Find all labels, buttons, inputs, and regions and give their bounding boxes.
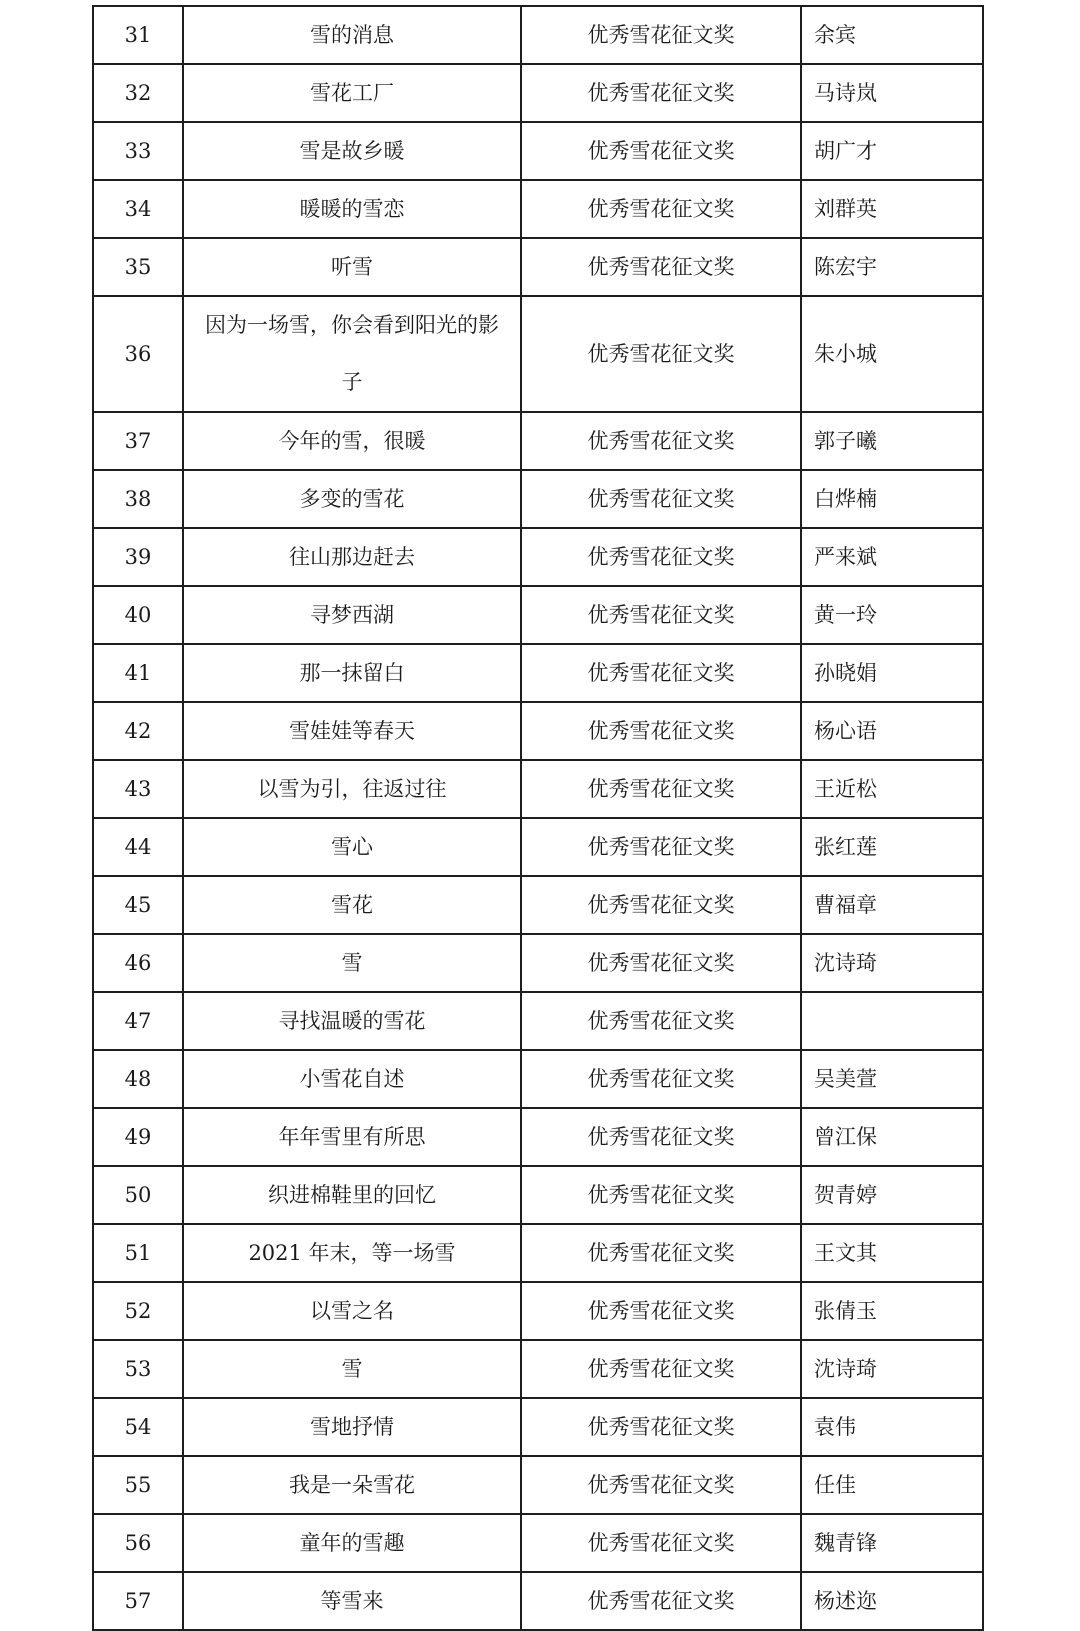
author-name-cell: 袁伟 (801, 1398, 983, 1456)
author-name-cell: 黄一玲 (801, 586, 983, 644)
entry-title-cell: 雪 (183, 1340, 521, 1398)
entry-number-cell: 33 (93, 122, 183, 180)
table-row (93, 760, 983, 818)
author-name-cell: 杨心语 (801, 702, 983, 760)
table-row (93, 528, 983, 586)
entry-number-cell: 34 (93, 180, 183, 238)
award-name-cell: 优秀雪花征文奖 (521, 528, 801, 586)
award-name-cell: 优秀雪花征文奖 (521, 992, 801, 1050)
award-name-cell: 优秀雪花征文奖 (521, 702, 801, 760)
entry-title-cell: 雪心 (183, 818, 521, 876)
entry-number-cell: 48 (93, 1050, 183, 1108)
author-name-cell: 王近松 (801, 760, 983, 818)
award-name-cell: 优秀雪花征文奖 (521, 470, 801, 528)
entry-title-cell: 织进棉鞋里的回忆 (183, 1166, 521, 1224)
award-name-cell: 优秀雪花征文奖 (521, 1398, 801, 1456)
award-name-cell: 优秀雪花征文奖 (521, 1340, 801, 1398)
entry-title-cell: 童年的雪趣 (183, 1514, 521, 1572)
entry-number-cell: 55 (93, 1456, 183, 1514)
entry-number-cell: 50 (93, 1166, 183, 1224)
author-name-cell: 张红莲 (801, 818, 983, 876)
table-row (93, 1514, 983, 1572)
award-name-cell: 优秀雪花征文奖 (521, 1050, 801, 1108)
entry-number-cell: 52 (93, 1282, 183, 1340)
award-name-cell: 优秀雪花征文奖 (521, 1166, 801, 1224)
award-name-cell: 优秀雪花征文奖 (521, 1514, 801, 1572)
award-list-table (92, 5, 984, 1631)
entry-number-cell: 57 (93, 1572, 183, 1630)
table-row (93, 1282, 983, 1340)
table-row (93, 876, 983, 934)
entry-title-cell: 我是一朵雪花 (183, 1456, 521, 1514)
entry-title-cell: 寻找温暖的雪花 (183, 992, 521, 1050)
author-name-cell: 吴美萱 (801, 1050, 983, 1108)
entry-number-cell: 40 (93, 586, 183, 644)
author-name-cell: 曹福章 (801, 876, 983, 934)
table-row (93, 412, 983, 470)
table-row (93, 1050, 983, 1108)
entry-number-cell: 39 (93, 528, 183, 586)
author-name-cell: 杨述迩 (801, 1572, 983, 1630)
author-name-cell: 王文其 (801, 1224, 983, 1282)
author-name-cell: 贺青婷 (801, 1166, 983, 1224)
entry-title-cell: 那一抹留白 (183, 644, 521, 702)
author-name-cell: 白烨楠 (801, 470, 983, 528)
author-name-cell: 沈诗琦 (801, 934, 983, 992)
entry-number-cell: 56 (93, 1514, 183, 1572)
entry-number-cell: 46 (93, 934, 183, 992)
entry-title-cell: 2021 年末，等一场雪 (183, 1224, 521, 1282)
table-row (93, 586, 983, 644)
entry-number-cell: 32 (93, 64, 183, 122)
entry-number-cell: 38 (93, 470, 183, 528)
entry-title-cell: 雪娃娃等春天 (183, 702, 521, 760)
table-row (93, 64, 983, 122)
entry-title-cell: 雪 (183, 934, 521, 992)
entry-title-cell: 雪花工厂 (183, 64, 521, 122)
entry-title-cell: 雪地抒情 (183, 1398, 521, 1456)
entry-title-cell: 等雪来 (183, 1572, 521, 1630)
entry-title-cell: 多变的雪花 (183, 470, 521, 528)
award-name-cell: 优秀雪花征文奖 (521, 1224, 801, 1282)
entry-number-cell: 51 (93, 1224, 183, 1282)
table-row (93, 296, 983, 412)
entry-title-cell: 雪的消息 (183, 6, 521, 64)
award-name-cell: 优秀雪花征文奖 (521, 180, 801, 238)
entry-number-cell: 37 (93, 412, 183, 470)
award-name-cell: 优秀雪花征文奖 (521, 296, 801, 412)
entry-number-cell: 41 (93, 644, 183, 702)
entry-title-cell: 以雪为引，往返过往 (183, 760, 521, 818)
award-list-body (93, 6, 983, 1630)
award-name-cell: 优秀雪花征文奖 (521, 64, 801, 122)
author-name-cell: 魏青锋 (801, 1514, 983, 1572)
entry-title-cell: 寻梦西湖 (183, 586, 521, 644)
entry-number-cell: 42 (93, 702, 183, 760)
author-name-cell: 任佳 (801, 1456, 983, 1514)
entry-title-cell: 小雪花自述 (183, 1050, 521, 1108)
table-row (93, 238, 983, 296)
entry-number-cell: 45 (93, 876, 183, 934)
table-row (93, 644, 983, 702)
award-name-cell: 优秀雪花征文奖 (521, 586, 801, 644)
author-name-cell (801, 992, 983, 1050)
award-name-cell: 优秀雪花征文奖 (521, 644, 801, 702)
award-name-cell: 优秀雪花征文奖 (521, 1282, 801, 1340)
author-name-cell: 刘群英 (801, 180, 983, 238)
award-name-cell: 优秀雪花征文奖 (521, 1572, 801, 1630)
award-name-cell: 优秀雪花征文奖 (521, 6, 801, 64)
entry-title-cell: 雪是故乡暖 (183, 122, 521, 180)
table-row (93, 992, 983, 1050)
author-name-cell: 曾江保 (801, 1108, 983, 1166)
entry-number-cell: 43 (93, 760, 183, 818)
award-name-cell: 优秀雪花征文奖 (521, 934, 801, 992)
table-row (93, 122, 983, 180)
entry-number-cell: 35 (93, 238, 183, 296)
award-name-cell: 优秀雪花征文奖 (521, 1108, 801, 1166)
entry-number-cell: 36 (93, 296, 183, 412)
entry-title-cell: 今年的雪，很暖 (183, 412, 521, 470)
author-name-cell: 马诗岚 (801, 64, 983, 122)
table-row (93, 1224, 983, 1282)
table-row (93, 1166, 983, 1224)
entry-title-cell: 因为一场雪，你会看到阳光的影子 (183, 296, 521, 412)
award-name-cell: 优秀雪花征文奖 (521, 760, 801, 818)
entry-title-cell: 年年雪里有所思 (183, 1108, 521, 1166)
author-name-cell: 郭子曦 (801, 412, 983, 470)
table-row (93, 180, 983, 238)
entry-title-cell: 雪花 (183, 876, 521, 934)
table-row (93, 1108, 983, 1166)
entry-number-cell: 47 (93, 992, 183, 1050)
table-row (93, 1572, 983, 1630)
award-name-cell: 优秀雪花征文奖 (521, 1456, 801, 1514)
award-name-cell: 优秀雪花征文奖 (521, 122, 801, 180)
table-row (93, 470, 983, 528)
entry-number-cell: 31 (93, 6, 183, 64)
entry-number-cell: 53 (93, 1340, 183, 1398)
entry-title-cell: 以雪之名 (183, 1282, 521, 1340)
award-name-cell: 优秀雪花征文奖 (521, 412, 801, 470)
award-name-cell: 优秀雪花征文奖 (521, 238, 801, 296)
table-row (93, 1456, 983, 1514)
award-name-cell: 优秀雪花征文奖 (521, 876, 801, 934)
table-row (93, 818, 983, 876)
table-row (93, 702, 983, 760)
author-name-cell: 陈宏宇 (801, 238, 983, 296)
author-name-cell: 孙晓娟 (801, 644, 983, 702)
entry-title-cell: 暖暖的雪恋 (183, 180, 521, 238)
entry-number-cell: 44 (93, 818, 183, 876)
table-row (93, 934, 983, 992)
table-row (93, 6, 983, 64)
entry-number-cell: 49 (93, 1108, 183, 1166)
author-name-cell: 余宾 (801, 6, 983, 64)
author-name-cell: 朱小城 (801, 296, 983, 412)
author-name-cell: 胡广才 (801, 122, 983, 180)
entry-title-cell: 听雪 (183, 238, 521, 296)
author-name-cell: 严来斌 (801, 528, 983, 586)
entry-title-cell: 往山那边赶去 (183, 528, 521, 586)
award-name-cell: 优秀雪花征文奖 (521, 818, 801, 876)
table-row (93, 1340, 983, 1398)
author-name-cell: 沈诗琦 (801, 1340, 983, 1398)
table-row (93, 1398, 983, 1456)
entry-number-cell: 54 (93, 1398, 183, 1456)
author-name-cell: 张倩玉 (801, 1282, 983, 1340)
